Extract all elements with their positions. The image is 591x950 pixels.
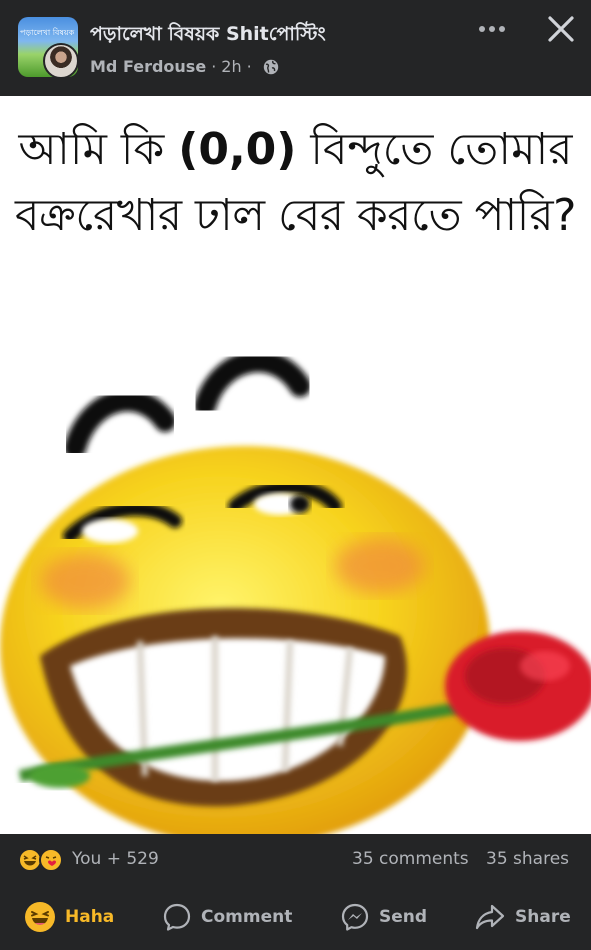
meme-caption-part: আমি কি	[18, 124, 179, 175]
post-time[interactable]: 2h	[221, 57, 242, 76]
comment-button[interactable]	[162, 900, 292, 934]
reaction-count[interactable]: You + 529	[72, 849, 159, 869]
meme-caption-point: (0,0)	[178, 124, 297, 175]
close-icon[interactable]	[547, 15, 575, 43]
haha-icon	[24, 901, 56, 933]
share-arrow-icon	[474, 902, 506, 932]
post-stats	[0, 834, 591, 886]
comment-icon	[162, 902, 192, 932]
messenger-icon	[340, 902, 370, 932]
meta-separator: ·	[211, 57, 217, 76]
reaction-icons[interactable]	[17, 847, 67, 873]
send-button[interactable]	[340, 900, 427, 934]
meme-caption-part: বিন্দুতে তোমার	[296, 124, 573, 175]
post-meta	[90, 57, 279, 76]
haha-label: Haha	[65, 907, 115, 927]
author-avatar[interactable]	[43, 43, 79, 79]
grinning-rose-emoji-illustration	[0, 236, 591, 834]
meme-caption-line-1	[0, 116, 591, 189]
author-name[interactable]: Md Ferdouse	[90, 57, 207, 76]
shares-count[interactable]: 35 shares	[486, 849, 570, 869]
group-name[interactable]: পড়ালেখা বিষয়ক Shitপোস্টিং	[90, 23, 326, 45]
group-avatar-caption: পড়ালেখা বিষয়ক	[20, 28, 75, 37]
comments-count[interactable]: 35 comments	[352, 849, 469, 869]
post-actions	[0, 886, 591, 950]
comment-label: Comment	[201, 907, 293, 927]
meta-separator-2: ·	[246, 57, 252, 76]
meme-caption-line-2: বক্ররেখার ঢাল বের করতে পারি?	[15, 190, 576, 241]
share-label: Share	[515, 907, 571, 927]
globe-icon	[263, 59, 279, 75]
send-label: Send	[379, 907, 428, 927]
haha-button[interactable]	[24, 900, 114, 934]
more-options-icon[interactable]	[477, 22, 507, 36]
post-header	[0, 0, 591, 96]
post-image[interactable]	[0, 96, 591, 834]
share-button[interactable]	[474, 900, 571, 934]
